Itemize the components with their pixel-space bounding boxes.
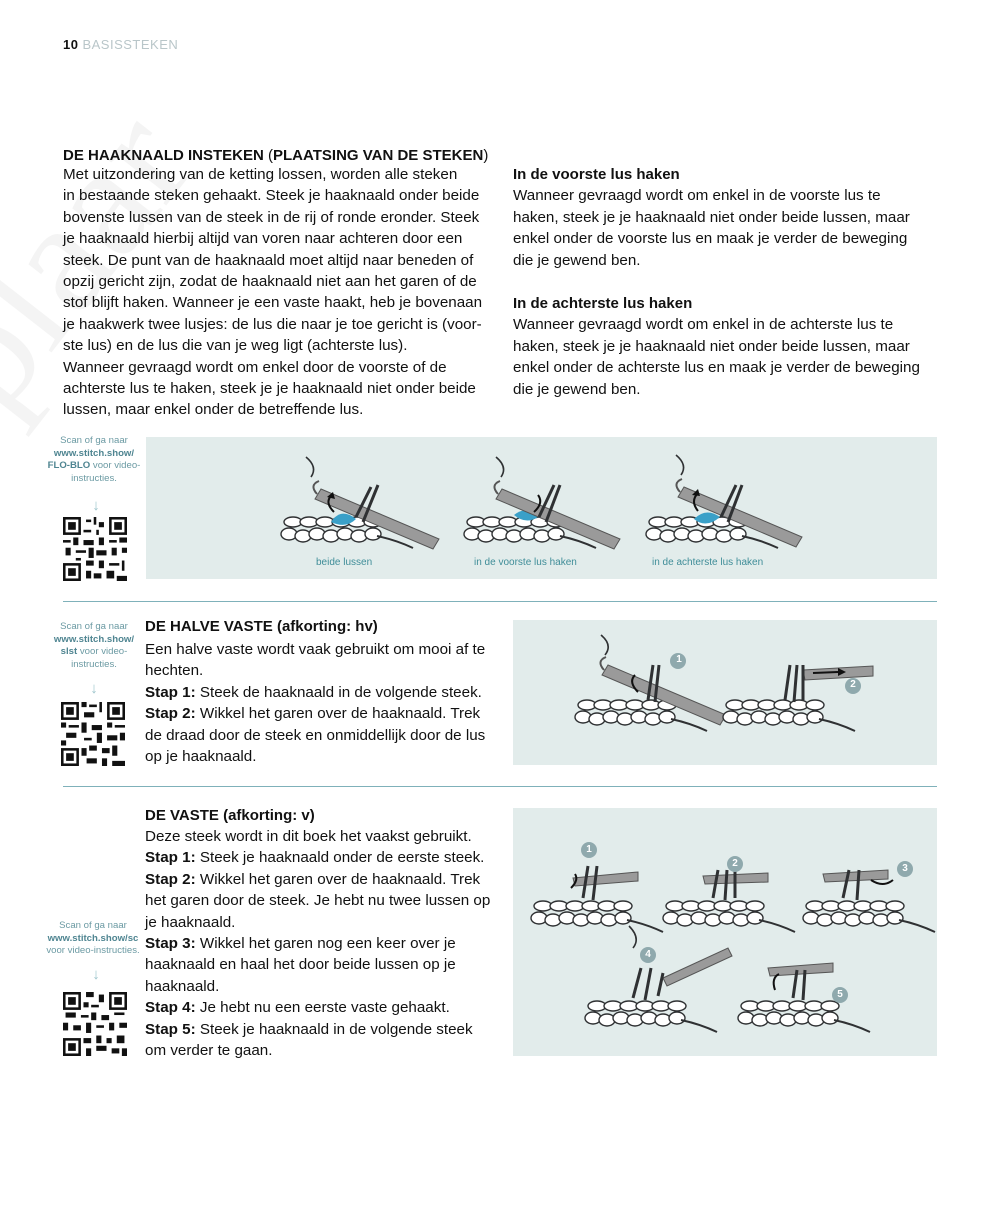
illustration-back-loop (646, 455, 802, 548)
section3-body: Deze steek wordt in dit boek het vaakst gebruikt. Stap 1: Steek je haaknaald onder de eerste steek. Stap 2: Wikkel het garen over de haaknaald. Trek het garen door de steek. Je hebt nu twee lussen op je haaknaald. Stap 3: Wikkel het garen nog een keer over je haaknaald en haal het door beide lussen op je haaknaald. Stap 4: Je hebt nu een eerste vaste gehaakt. Stap 5: Steek je haaknaald in de volgende steek om verder te gaan. (145, 828, 491, 1060)
half-double-illustrations (513, 620, 937, 765)
divider (63, 601, 937, 602)
badge-2: 2 (732, 858, 738, 869)
single-crochet-illustrations (513, 808, 937, 1056)
page-number: 10 (63, 37, 79, 52)
badge-2: 2 (850, 679, 856, 690)
section1-body: Met uitzondering van de ketting lossen, worden alle steken in bestaande steken gehaakt. Steek je haaknaald onder beide bovenste lussen van de steek in de rij of ronde eronder. Steek je haaknaald hierbij altijd van voren naar achteren door een steek. De punt van de haaknaald moet altijd naar beneden of opzij gericht zijn, zodat de haaknaald niet aan het garen of de stof blijft haken. Wanneer je een vaste haakt, heb je bovenaan je haakwerk twee lusjes: de lus die naar je toe gericht is (voor- ste lus) en de lus die van je weg ligt (achterste lus). Wanneer gevraagd wordt om enkel door de voorste of de achterste lus te haken, steek je je haaknaald niet onder beide lussen, maar enkel onder de betreffende lus. (63, 166, 483, 419)
section-title-single: DE VASTE (afkorting: v) (145, 807, 315, 824)
step-label: Stap 2: (145, 705, 196, 723)
step-label: Stap 1: (145, 683, 196, 701)
qr-code-slst[interactable] (61, 702, 125, 766)
caption-both-loops: beide lussen (316, 557, 373, 568)
section2-body: Een halve vaste wordt vaak gebruikt om mooi af te hechten. Stap 1: Steek de haaknaald in de volgende steek. Stap 2: Wikkel het garen over de haaknaald. Trek de draad door de steek en onmiddellijk door de lus op je haaknaald. (145, 641, 486, 766)
divider (63, 786, 937, 787)
back-loop-block: In de achterste lus haken Wanneer gevraagd wordt om enkel in de achterste lus te haken, steek je je haaknaald niet onder beide lussen, maar enkel onder de achterste lus en maak je verder de beweging die je gewend ben. (513, 293, 943, 400)
qr-note-slst: Scan of ga naar www.stitch.show/ slst voor video- instructies. (53, 621, 135, 670)
badge-1: 1 (676, 654, 682, 665)
down-arrow-icon: ↓ (92, 497, 100, 514)
badge-3: 3 (902, 863, 908, 874)
section-title-insert-hook: DE HAAKNAALD INSTEKEN (PLAATSING VAN DE STEKEN) (63, 147, 489, 164)
caption-back-loop: in de achterste lus haken (652, 557, 764, 568)
caption-front-loop: in de voorste lus haken (474, 557, 577, 568)
section-name: BASISSTEKEN (82, 37, 179, 52)
illustration-front-loop (464, 457, 620, 549)
page-header (63, 37, 178, 52)
step-label: Stap 2: (145, 870, 196, 888)
back-loop-title: In de achterste lus haken (513, 295, 693, 312)
qr-code-sc[interactable] (63, 992, 127, 1056)
front-loop-block: In de voorste lus haken Wanneer gevraagd wordt om enkel in de voorste lus te haken, steek je je haaknaald niet onder beide lussen, maar enkel onder de voorste lus en maak je verder de beweging die je gewend ben. (513, 164, 943, 271)
illustration-both-loops (281, 457, 439, 549)
qr-note-sc: Scan of ga naar www.stitch.show/sc voor video-instructies. (46, 920, 140, 957)
front-loop-title: In de voorste lus haken (513, 166, 680, 183)
down-arrow-icon: ↓ (92, 966, 100, 983)
down-arrow-icon: ↓ (90, 680, 98, 697)
step-label: Stap 4: (145, 999, 196, 1017)
section-title-half-double: DE HALVE VASTE (afkorting: hv) (145, 618, 378, 635)
step-label: Stap 1: (145, 849, 196, 867)
qr-note-flo-blo: Scan of ga naar www.stitch.show/ FLO-BLO voor video- instructies. (47, 435, 141, 484)
step-label: Stap 3: (145, 935, 196, 953)
badge-4: 4 (645, 949, 651, 960)
badge-5: 5 (837, 989, 843, 1000)
step-label: Stap 5: (145, 1020, 196, 1038)
qr-code-flo-blo[interactable] (63, 517, 127, 581)
badge-1: 1 (586, 844, 592, 855)
